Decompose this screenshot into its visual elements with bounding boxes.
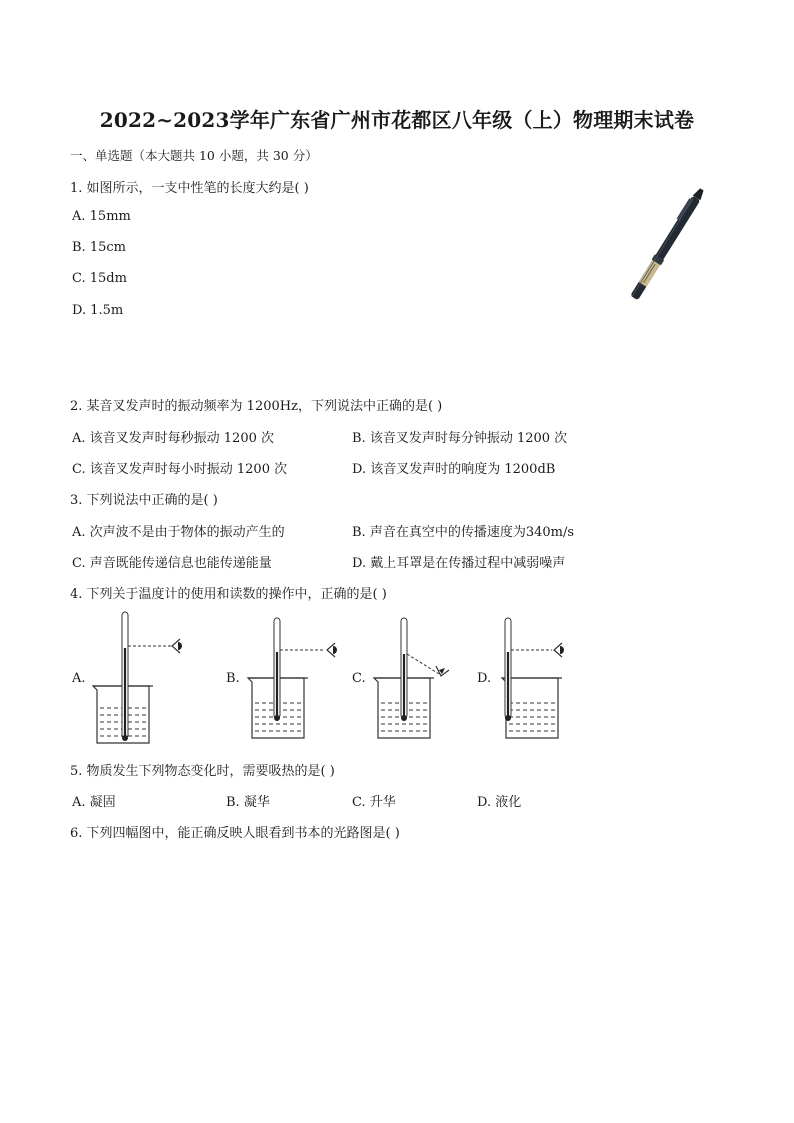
q3-option-c[interactable]: C. 声音既能传递信息也能传递能量	[72, 556, 272, 571]
thermometer-diagram-b[interactable]	[243, 608, 353, 748]
q1-option-b[interactable]: B. 15cm	[72, 240, 126, 255]
q1-option-a[interactable]: A. 15mm	[72, 209, 131, 224]
q3-option-a[interactable]: A. 次声波不是由于物体的振动产生的	[72, 525, 285, 540]
q2-option-d[interactable]: D. 该音叉发声时的响度为 1200dB	[352, 462, 556, 477]
q3-option-d[interactable]: D. 戴上耳罩是在传播过程中减弱噪声	[352, 556, 566, 571]
q3-option-b[interactable]: B. 声音在真空中的传播速度为340m/s	[352, 525, 575, 540]
thermometer-diagram-a[interactable]	[88, 608, 198, 748]
pen-image	[618, 180, 720, 304]
q5-option-a[interactable]: A. 凝固	[72, 795, 116, 810]
q5-option-b[interactable]: B. 凝华	[226, 795, 270, 810]
question-3-stem: 3. 下列说法中正确的是( )	[70, 493, 218, 508]
question-4-stem: 4. 下列关于温度计的使用和读数的操作中，正确的是( )	[70, 587, 387, 602]
question-2-stem: 2. 某音叉发声时的振动频率为 1200Hz，下列说法中正确的是( )	[70, 399, 443, 414]
q4-option-c-label[interactable]: C.	[352, 671, 366, 686]
section-heading: 一、单选题（本大题共 10 小题，共 30 分）	[70, 148, 318, 163]
q5-option-c[interactable]: C. 升华	[352, 795, 396, 810]
question-1-stem: 1. 如图所示，一支中性笔的长度大约是( )	[70, 181, 309, 196]
q2-option-a[interactable]: A. 该音叉发声时每秒振动 1200 次	[72, 431, 275, 446]
q5-option-d[interactable]: D. 液化	[477, 795, 522, 810]
page-title: 2022~2023学年广东省广州市花都区八年级（上）物理期末试卷	[99, 108, 695, 132]
q4-option-a-label[interactable]: A.	[72, 671, 86, 686]
q4-option-d-label[interactable]: D.	[477, 671, 492, 686]
thermometer-diagram-d[interactable]	[494, 608, 604, 748]
q1-option-d[interactable]: D. 1.5m	[72, 303, 124, 318]
q2-option-c[interactable]: C. 该音叉发声时每小时振动 1200 次	[72, 462, 288, 477]
q2-option-b[interactable]: B. 该音叉发声时每分钟振动 1200 次	[352, 431, 568, 446]
thermometer-diagram-c[interactable]	[369, 608, 479, 748]
q4-option-b-label[interactable]: B.	[226, 671, 240, 686]
question-6-stem: 6. 下列四幅图中，能正确反映人眼看到书本的光路图是( )	[70, 826, 400, 841]
question-5-stem: 5. 物质发生下列物态变化时，需要吸热的是( )	[70, 764, 335, 779]
q1-option-c[interactable]: C. 15dm	[72, 271, 127, 286]
